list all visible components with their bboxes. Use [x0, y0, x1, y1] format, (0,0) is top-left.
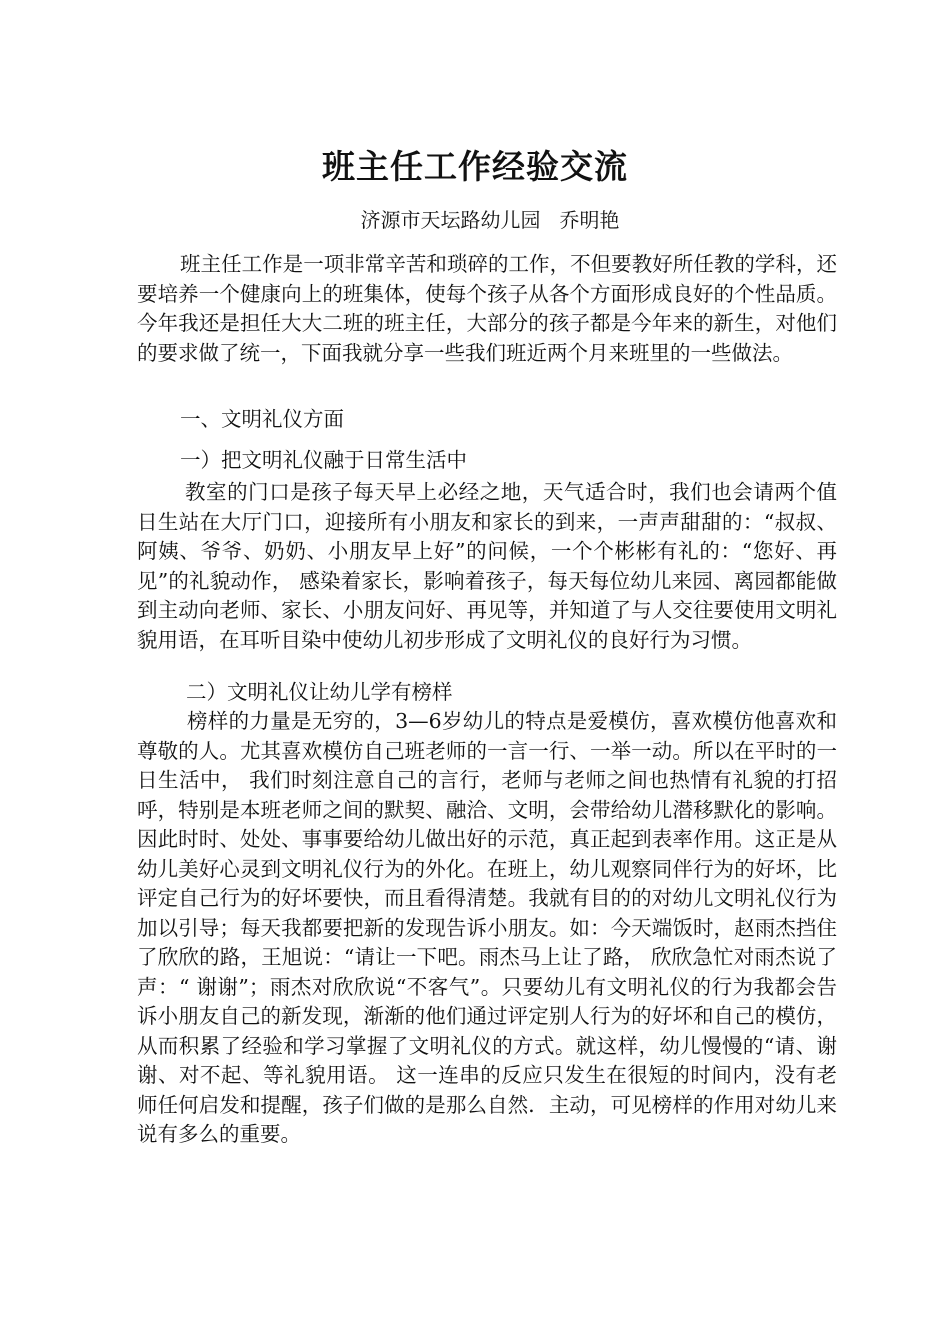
section-heading-etiquette: 一、文明礼仪方面 [180, 407, 344, 431]
role-models-paragraph: 榜样的力量是无穷的，3—6岁幼儿的特点是爱模仿，喜欢模仿他喜欢和尊敬的人。尤其喜欢模仿自己班老师的一言一行、一举一动。所以在平时的一日生活中， 我们时刻注意自己的言行，老师与老师之间也热情有礼貌的打招呼，特别是本班老师之间的默契、融洽、文明，会带给幼儿潜移默化的影响。因此时时、处处、事事要给幼儿做出好的示范，真正起到表率作用。这正是从幼儿美好心灵到文明礼仪行为的外化。在班上，幼儿观察同伴行为的好坏，比评定自己行为的好坏要快，而且看得清楚。我就有目的的对幼儿文明礼仪行为加以引导；每天我都要把新的发现告诉小朋友。如：今天端饭时，赵雨杰挡住了欣欣的路，王旭说：“请让一下吧。雨杰马上让了路， 欣欣急忙对雨杰说了声：“ 谢谢”；雨杰对欣欣说“不客气”。只要幼儿有文明礼仪的行为我都会告诉小朋友自己的新发现，渐渐的他们通过评定别人行为的好坏和自己的模仿，从而积累了经验和学习掌握了文明礼仪的方式。就这样，幼儿慢慢的“请、谢谢、对不起、等礼貌用语。 这一连串的反应只发生在很短的时间内，没有老师任何启发和提醒，孩子们做的是那么自然．主动，可见榜样的作用对幼儿来说有多么的重要。 [137, 709, 837, 1146]
document-title: 班主任工作经验交流 [322, 147, 628, 186]
subsection-heading-role-models: 二）文明礼仪让幼儿学有榜样 [186, 680, 453, 704]
intro-paragraph: 班主任工作是一项非常辛苦和琐碎的工作，不但要教好所任教的学科，还要培养一个健康向上的班集体，使每个孩子从各个方面形成良好的个性品质。今年我还是担任大大二班的班主任，大部分的孩子都是今年来的新生，对他们的要求做了统一，下面我就分享一些我们班近两个月来班里的一些做法。 [137, 252, 837, 365]
daily-life-paragraph: 教室的门口是孩子每天早上必经之地，天气适合时，我们也会请两个值日生站在大厅门口，迎接所有小朋友和家长的到来，一声声甜甜的：“叔叔、阿姨、爷爷、奶奶、小朋友早上好”的问候，一个个彬彬有礼的：“您好、再见”的礼貌动作， 感染着家长，影响着孩子，每天每位幼儿来园、离园都能做到主动向老师、家长、小朋友问好、再见等，并知道了与人交往要使用文明礼貌用语，在耳听目染中使幼儿初步形成了文明礼仪的良好行为习惯。 [137, 480, 837, 652]
author-line: 济源市天坛路幼儿园 乔明艳 [360, 208, 620, 232]
subsection-heading-daily-life: 一）把文明礼仪融于日常生活中 [180, 448, 467, 472]
